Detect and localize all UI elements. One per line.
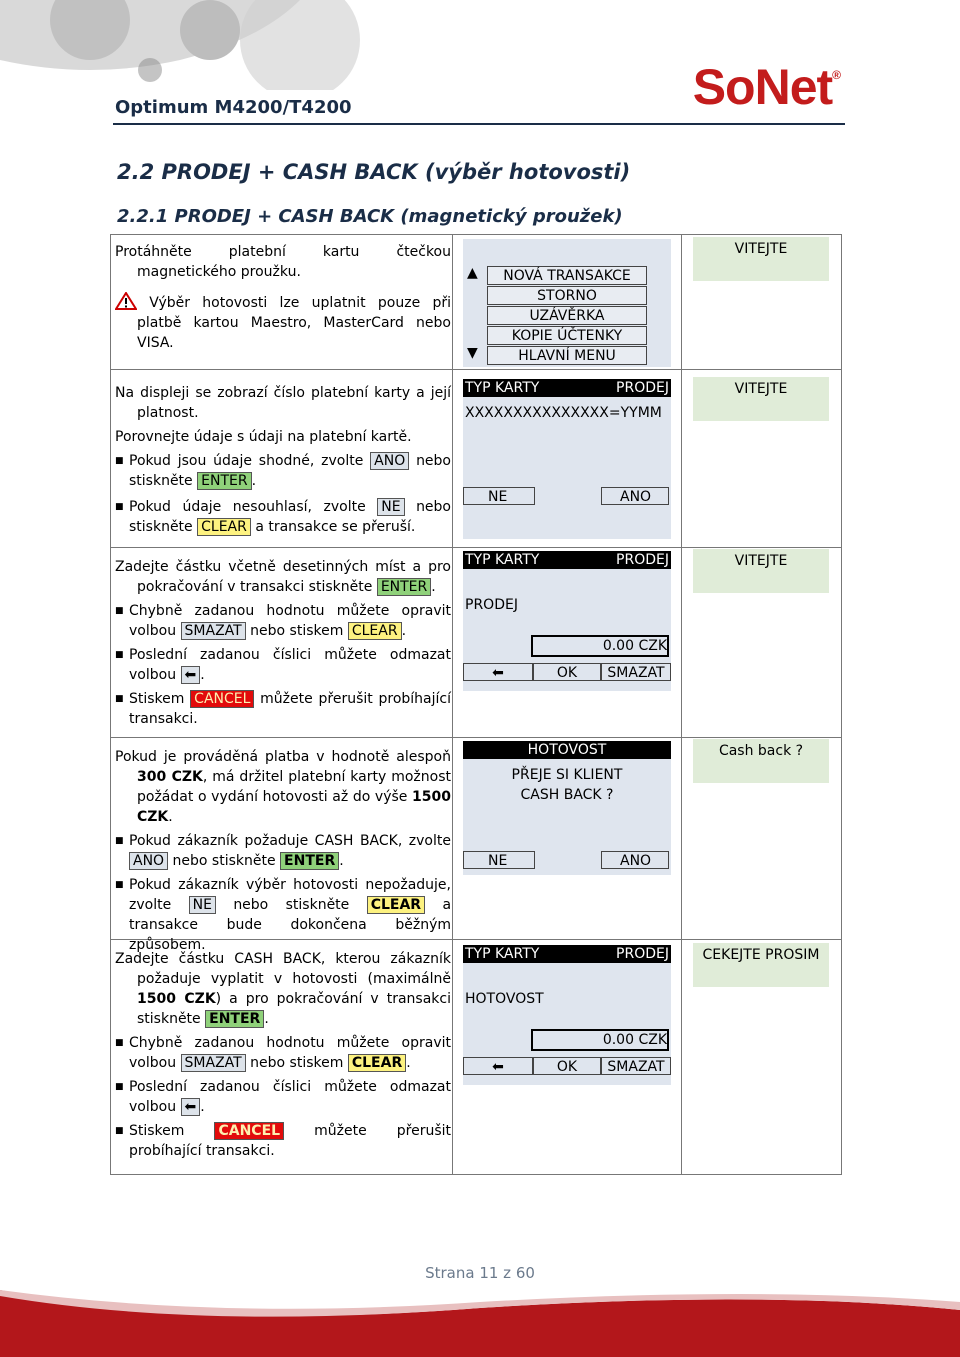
pinpad-display: VITEJTE	[693, 549, 829, 593]
pinpad-display: CEKEJTE PROSIM	[693, 943, 829, 987]
btn-ne[interactable]: NE	[463, 487, 535, 505]
backspace-button[interactable]: ⬅	[463, 1057, 533, 1075]
key-enter: ENTER	[280, 852, 339, 870]
row5-text	[115, 949, 451, 1161]
header-decoration	[0, 0, 380, 90]
bullet-item: ■ Pokud jsou údaje shodné, zvolte ANO nebo stiskněte ENTER .	[115, 453, 452, 489]
ok-button[interactable]: OK	[533, 663, 601, 681]
cashback-question: PŘEJE SI KLIENT	[511, 767, 623, 783]
menu-item-closure[interactable]: UZÁVĚRKA	[487, 306, 647, 325]
pinpad-display: VITEJTE	[693, 377, 829, 421]
key-smazat: SMAZAT	[181, 622, 246, 640]
bullet-item: ■ Chybně zadanou hodnotu můžete opravit volbou SMAZAT nebo stiskem CLEAR .	[115, 603, 451, 639]
screen-header: TYP KARTY PRODEJ	[465, 380, 669, 396]
sonet-logo: SoNet®	[692, 59, 840, 115]
row-divider	[111, 547, 841, 548]
section-title: 2.2 PRODEJ + CASH BACK (výběr hotovosti)	[117, 160, 631, 184]
btn-ne[interactable]: NE	[463, 851, 535, 869]
key-ano: ANO	[370, 452, 409, 470]
row-divider	[111, 737, 841, 738]
bullet-item: ■ Poslední zadanou číslici můžete odmazat volbou ⬅ .	[115, 1079, 451, 1115]
key-ne: NE	[377, 498, 404, 516]
pinpad-display: Cash back ?	[693, 739, 829, 783]
btn-ano[interactable]: ANO	[601, 487, 669, 505]
menu-item-receipt-copy[interactable]: KOPIE ÚČTENKY	[487, 326, 647, 345]
column-divider	[681, 235, 682, 1174]
menu-item-storno[interactable]: STORNO	[487, 286, 647, 305]
key-clear: CLEAR	[367, 896, 425, 914]
instruction-text: Zadejte částku CASH BACK, kterou zákazník požaduje vyplatit v hotovosti (maximálně 1500 CZK) a pro pokračování v transakci stiskněte ENTER .	[115, 951, 451, 1027]
row2-text	[115, 383, 451, 537]
amount-input[interactable]: 0.00 CZK	[531, 1029, 669, 1051]
row-divider	[111, 369, 841, 370]
terminal-screen-cashback	[463, 741, 671, 875]
bullet-item: ■ Pokud zákazník požaduje CASH BACK, zvolte ANO nebo stiskněte ENTER .	[115, 833, 451, 869]
header-divider	[113, 123, 845, 125]
column-divider	[452, 235, 453, 1174]
footer-decoration	[0, 1290, 960, 1357]
btn-ano[interactable]: ANO	[601, 851, 669, 869]
warning-icon	[115, 292, 137, 310]
key-clear: CLEAR	[197, 518, 251, 536]
bullet-item: ■ Pokud zákazník výběr hotovosti nepožaduje, zvolte NE nebo stiskněte CLEAR a transakce bude dokončena běžným způsobem.	[115, 877, 452, 953]
cashback-question: CASH BACK ?	[520, 787, 614, 803]
page-number: Strana 11 z 60	[425, 1264, 535, 1282]
section-subtitle: 2.2.1 PRODEJ + CASH BACK (magnetický proužek)	[117, 206, 623, 227]
terminal-screen-amount	[463, 551, 671, 691]
key-clear: CLEAR	[348, 622, 402, 640]
instruction-text: Na displeji se zobrazí číslo platební karty a její platnost.	[115, 385, 451, 421]
bullet-item: ■ Stiskem CANCEL můžete přerušit probíhající transakci.	[115, 1123, 452, 1159]
screen-controls	[463, 1057, 671, 1077]
key-enter: ENTER	[205, 1010, 264, 1028]
screen-header: TYP KARTY PRODEJ	[465, 946, 669, 962]
bullet-item: ■ Poslední zadanou číslici můžete odmazat volbou ⬅ .	[115, 647, 451, 683]
backspace-button[interactable]: ⬅	[463, 663, 533, 681]
key-ne: NE	[189, 896, 216, 914]
bullet-item: ■ Pokud údaje nesouhlasí, zvolte NE nebo stiskněte CLEAR a transakce se přeruší.	[115, 499, 452, 535]
screen-header: TYP KARTY PRODEJ	[465, 552, 669, 568]
screen-controls	[463, 663, 671, 683]
key-enter: ENTER	[197, 472, 251, 490]
smazat-button[interactable]: SMAZAT	[601, 663, 671, 681]
instruction-text: Zadejte částku včetně desetinných míst a pro pokračování v transakci stiskněte ENTER .	[115, 559, 451, 595]
key-clear: CLEAR	[348, 1054, 406, 1072]
instruction-text: Porovnejte údaje s údaji na platební kartě.	[115, 429, 412, 445]
key-cancel: CANCEL	[190, 690, 254, 708]
transaction-label: PRODEJ	[465, 597, 518, 613]
ok-button[interactable]: OK	[533, 1057, 601, 1075]
smazat-button[interactable]: SMAZAT	[601, 1057, 671, 1075]
instruction-text: Pokud je prováděná platba v hodnotě alespoň 300 CZK, má držitel platební karty možnost požádat o vydání hotovosti až do výše 1500 CZK.	[115, 749, 451, 825]
terminal-screen-cashback-amount	[463, 945, 671, 1085]
menu-item-main-menu[interactable]: HLAVNÍ MENU	[487, 346, 647, 365]
warning-note: Výběr hotovosti lze uplatnit pouze při platbě kartou Maestro, MasterCard nebo VISA.	[115, 292, 451, 353]
screen-header: HOTOVOST	[463, 741, 671, 759]
row3-text	[115, 557, 451, 729]
row1-text	[115, 242, 451, 353]
instruction-text: Protáhněte platební kartu čtečkou magnetického proužku.	[115, 244, 451, 280]
key-smazat: SMAZAT	[181, 1054, 246, 1072]
instruction-table	[110, 234, 842, 1175]
backspace-icon: ⬅	[181, 666, 201, 684]
key-cancel: CANCEL	[214, 1122, 284, 1140]
menu-item-new-transaction[interactable]: NOVÁ TRANSAKCE	[487, 266, 647, 285]
pinpad-display: VITEJTE	[693, 237, 829, 281]
key-ano: ANO	[129, 852, 168, 870]
key-enter: ENTER	[377, 578, 431, 596]
card-number: XXXXXXXXXXXXXXX=YYMM	[465, 405, 662, 421]
row4-text	[115, 747, 451, 955]
bullet-item: ■ Stiskem CANCEL můžete přerušit probíhající transakci.	[115, 691, 451, 727]
arrow-down-icon: ▼	[467, 345, 478, 361]
terminal-screen-menu	[463, 239, 671, 367]
amount-input[interactable]: 0.00 CZK	[531, 635, 669, 657]
document-title: Optimum M4200/T4200	[115, 97, 352, 118]
bullet-item: ■ Chybně zadanou hodnotu můžete opravit volbou SMAZAT nebo stiskem CLEAR .	[115, 1035, 451, 1071]
terminal-screen-card	[463, 379, 671, 539]
transaction-label: HOTOVOST	[465, 991, 544, 1007]
backspace-icon: ⬅	[181, 1098, 201, 1116]
arrow-up-icon: ▲	[467, 265, 478, 281]
